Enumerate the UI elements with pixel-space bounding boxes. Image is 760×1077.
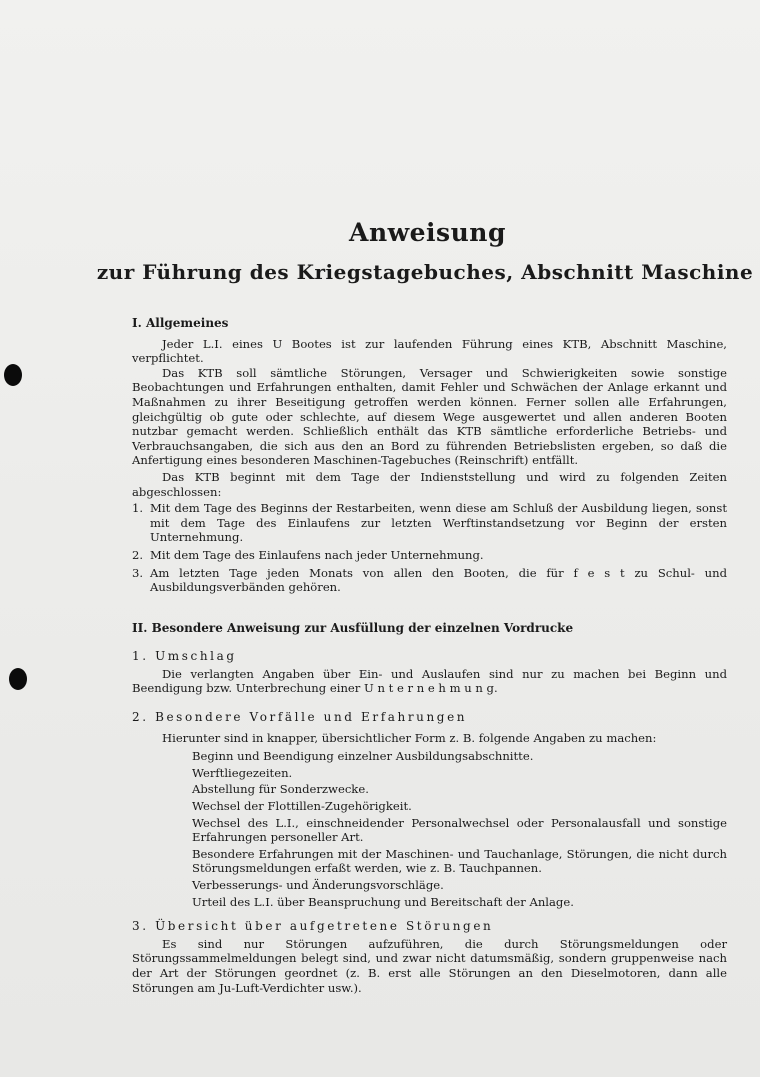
subsection-1-title: 1. Umschlag <box>132 649 237 664</box>
document-title: Anweisung <box>349 218 506 247</box>
list-item: Beginn und Beendigung einzelner Ausbildungsabschnitte. <box>192 749 534 764</box>
punch-hole-top <box>4 364 22 386</box>
list-item: Abstellung für Sonderzwecke. <box>192 782 369 797</box>
closing-times-list <box>132 501 727 595</box>
section-1-heading: I. Allgemeines <box>132 316 229 330</box>
subsection-2-title: 2. Besondere Vorfälle und Erfahrungen <box>132 710 468 725</box>
section-1-para-2: Das KTB soll sämtliche Störungen, Versager und Schwierigkeiten sowie sonstige Beobachtungen und Erfahrungen enthalten, damit Fehler und Schwächen der Anlage erkannt und Maßnahmen zu ihrer Beseitigung getroffen werden können. Ferner sollen alle Erfahrungen, gleichgültig ob gute oder schlechte, auf diesem Wege ausgewertet und allen anderen Booten nutzbar gemacht werden. Schließlich enthält das KTB sämtliche erforderliche Betriebs- und Verbrauchsangaben, die sich aus den an Bord zu führenden Betriebslisten ergeben, so daß die Anfertigung eines besonderen Maschinen-Tagebuches (Reinschrift) entfällt. <box>132 365 727 468</box>
subsection-1-text: Die verlangten Angaben über Ein- und Auslaufen sind nur zu machen bei Beginn und Beendigung bzw. Unterbrechung einer U n t e r n e h m u n g. <box>132 666 727 696</box>
list-item: 1. Mit dem Tage des Beginns der Restarbeiten, wenn diese am Schluß der Ausbildung liegen, sonst mit dem Tage des Einlaufens zur letzten Werftinstandsetzung vor Beginn der ersten Unternehmung. <box>132 501 727 545</box>
punch-hole-bottom <box>9 668 27 690</box>
section-1-para-1: Jeder L.I. eines U Bootes ist zur laufenden Führung eines KTB, Abschnitt Maschine, verpflichtet. <box>132 336 727 366</box>
document-body <box>132 316 727 995</box>
list-item: Urteil des L.I. über Beanspruchung und Bereitschaft der Anlage. <box>192 894 574 909</box>
list-item: Wechsel des L.I., einschneidender Personalwechsel oder Personalausfall und sonstige Erfahrungen personeller Art. <box>192 815 727 845</box>
section-1-para-3: Das KTB beginnt mit dem Tage der Indienststellung und wird zu folgenden Zeiten abgeschlossen: <box>132 469 727 499</box>
subsection-2-intro: Hierunter sind in knapper, übersichtlicher Form z. B. folgende Angaben zu machen: <box>162 730 657 745</box>
subsection-3-title: 3. Übersicht über aufgetretene Störungen <box>132 919 494 934</box>
section-2-heading: II. Besondere Anweisung zur Ausfüllung der einzelnen Vordrucke <box>132 620 574 635</box>
list-item: Verbesserungs- und Änderungsvorschläge. <box>192 878 444 892</box>
subsection-2-items <box>132 749 727 909</box>
list-item: Wechsel der Flottillen-Zugehörigkeit. <box>192 799 412 814</box>
list-item: Werftliegezeiten. <box>192 765 293 780</box>
list-item: Besondere Erfahrungen mit der Maschinen- und Tauchanlage, Störungen, die nicht durch Störungsmeldungen erfaßt werden, wie z. B. Tauchpannen. <box>192 846 727 876</box>
document-subtitle: zur Führung des Kriegstagebuches, Abschnitt Maschine <box>96 260 754 284</box>
list-item: 2. Mit dem Tage des Einlaufens nach jeder Unternehmung. <box>132 547 484 562</box>
list-item: 3. Am letzten Tage jeden Monats von allen den Booten, die für f e s t zu Schul- und Ausbildungsverbänden gehören. <box>132 565 727 595</box>
subsection-3-text: Es sind nur Störungen aufzuführen, die durch Störungsmeldungen oder Störungssammelmeldungen belegt sind, und zwar nicht datumsmäßig, sondern gruppenweise nach der Art der Störungen geordnet (z. B. erst alle Störungen an den Dieselmotoren, dann alle Störungen am Ju-Luft-Verdichter usw.). <box>132 936 727 995</box>
